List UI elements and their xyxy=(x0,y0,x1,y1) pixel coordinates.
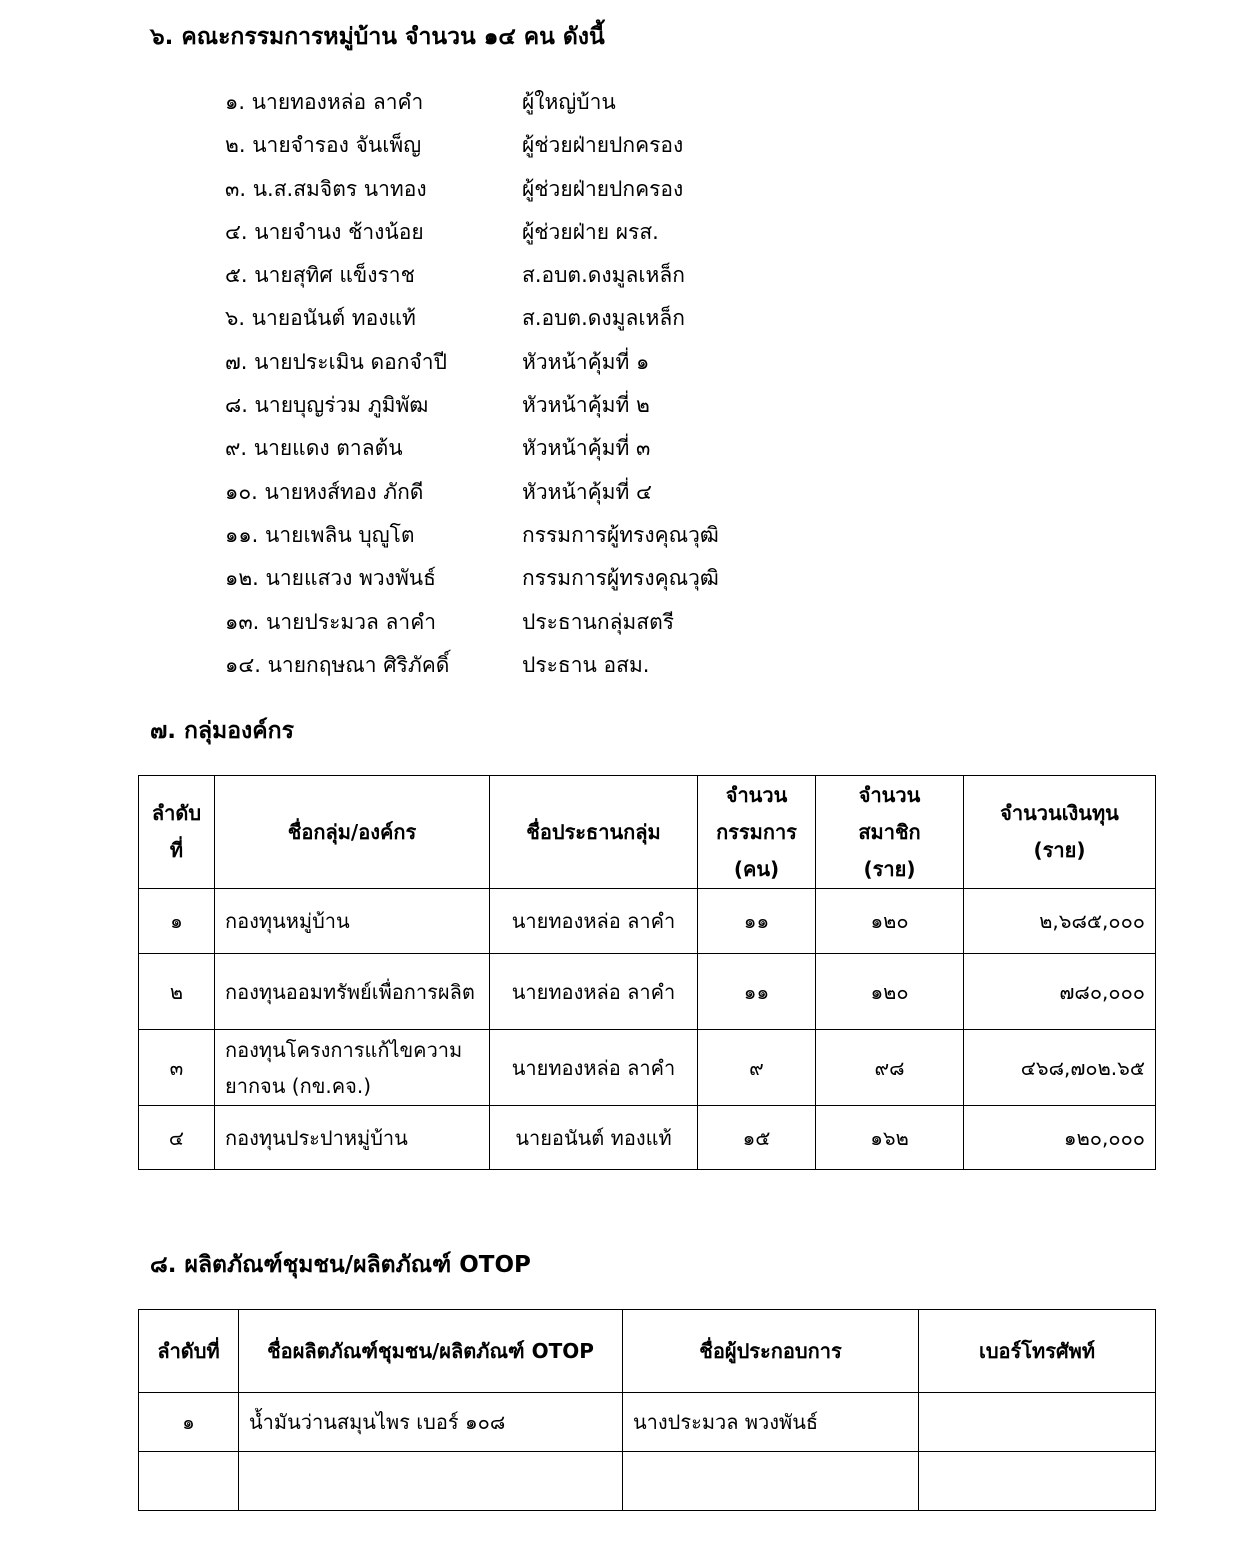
cell-committee: ๑๕ xyxy=(698,1106,816,1170)
cell-committee: ๑๑ xyxy=(698,954,816,1030)
cell-funds: ๗๘๐,๐๐๐ xyxy=(964,954,1156,1030)
member-name: ๓. น.ส.สมจิตร นาทอง xyxy=(225,176,427,201)
column-header-no xyxy=(139,776,215,889)
cell-funds: ๑๒๐,๐๐๐ xyxy=(964,1106,1156,1170)
member-role: ผู้ใหญ่บ้าน xyxy=(522,90,616,114)
cell-no: ๑ xyxy=(139,889,215,954)
column-header-operator: ชื่อผู้ประกอบการ xyxy=(623,1310,919,1393)
member-name: ๔. นายจำนง ช้างน้อย xyxy=(225,219,424,244)
member-role: ผู้ช่วยฝ่ายปกครอง xyxy=(522,176,684,201)
cell-group: กองทุนออมทรัพย์เพื่อการผลิต xyxy=(215,954,490,1030)
header-line: ลำดับ xyxy=(151,801,202,825)
cell-no: ๔ xyxy=(139,1106,215,1170)
table-row xyxy=(139,889,1156,954)
header-line: กรรมการ xyxy=(716,819,797,844)
cell-chair: นายอนันต์ ทองแท้ xyxy=(490,1106,698,1170)
header-line: (ราย) xyxy=(1033,838,1086,862)
cell-no xyxy=(139,1452,239,1511)
cell-chair: นายทองหล่อ ลาคำ xyxy=(490,954,698,1030)
cell-funds: ๔๖๘,๗๐๒.๖๕ xyxy=(964,1030,1156,1106)
column-header-chair: ชื่อประธานกลุ่ม xyxy=(490,776,698,889)
member-role: ผู้ช่วยฝ่าย ผรส. xyxy=(522,219,659,244)
cell-phone xyxy=(919,1452,1156,1511)
member-role: ประธาน อสม. xyxy=(522,652,650,677)
header-line: จำนวน xyxy=(858,782,921,807)
cell-group: กองทุนหมู่บ้าน xyxy=(215,889,490,954)
cell-funds: ๒,๖๘๕,๐๐๐ xyxy=(964,889,1156,954)
section-8-heading: ๘. ผลิตภัณฑ์ชุมชน/ผลิตภัณฑ์ OTOP xyxy=(150,1252,531,1278)
column-header-phone: เบอร์โทรศัพท์ xyxy=(919,1310,1156,1393)
member-name: ๑๑. นายเพลิน บุญูโต xyxy=(225,522,415,547)
cell-group: กองทุนประปาหมู่บ้าน xyxy=(215,1106,490,1170)
member-name: ๒. นายจำรอง จันเพ็ญ xyxy=(225,133,422,158)
section-6-heading: ๖. คณะกรรมการหมู่บ้าน จำนวน ๑๔ คน ดังนี้ xyxy=(150,24,605,50)
member-name: ๑๐. นายหงส์ทอง ภักดี xyxy=(225,479,424,504)
column-header-product: ชื่อผลิตภัณฑ์ชุมชน/ผลิตภัณฑ์ OTOP xyxy=(239,1310,623,1393)
member-name: ๑. นายทองหล่อ ลาคำ xyxy=(225,90,424,114)
cell-no: ๒ xyxy=(139,954,215,1030)
table-row xyxy=(139,1393,1156,1452)
header-line: จำนวนเงินทุน xyxy=(1000,801,1119,825)
member-role: ประธานกลุ่มสตรี xyxy=(522,609,675,634)
cell-committee: ๙ xyxy=(698,1030,816,1106)
cell-group: กองทุนโครงการแก้ไขความยากจน (กข.คจ.) xyxy=(215,1030,490,1106)
member-name: ๘. นายบุญร่วม ภูมิพัฒ xyxy=(225,393,429,418)
cell-members: ๙๘ xyxy=(816,1030,964,1106)
member-name: ๗. นายประเมิน ดอกจำปี xyxy=(225,349,447,374)
table-row xyxy=(139,1106,1156,1170)
header-line: ที่ xyxy=(169,838,184,862)
member-name: ๑๓. นายประมวล ลาคำ xyxy=(225,609,437,634)
cell-chair: นายทองหล่อ ลาคำ xyxy=(490,1030,698,1106)
member-role: ส.อบต.ดงมูลเหล็ก xyxy=(522,306,685,331)
member-name: ๙. นายแดง ตาลต้น xyxy=(225,436,403,461)
column-header-group: ชื่อกลุ่ม/องค์กร xyxy=(215,776,490,889)
table-row xyxy=(139,1030,1156,1106)
member-role: หัวหน้าคุ้มที่ ๔ xyxy=(522,479,652,504)
cell-no: ๑ xyxy=(139,1393,239,1452)
member-role: ผู้ช่วยฝ่ายปกครอง xyxy=(522,133,684,158)
table-row xyxy=(139,954,1156,1030)
column-header-funds xyxy=(964,776,1156,889)
organizations-table xyxy=(138,775,1156,1170)
otop-products-table xyxy=(138,1309,1156,1511)
header-line: (ราย) xyxy=(863,856,916,881)
section-7-heading: ๗. กลุ่มองค์กร xyxy=(150,718,294,744)
column-header-no: ลำดับที่ xyxy=(139,1310,239,1393)
member-name: ๕. นายสุทิศ แข็งราช xyxy=(225,263,415,288)
cell-members: ๑๒๐ xyxy=(816,889,964,954)
member-name: ๑๒. นายแสวง พวงพันธ์ xyxy=(225,566,436,591)
member-role: หัวหน้าคุ้มที่ ๑ xyxy=(522,349,650,374)
header-line: (คน) xyxy=(733,856,780,881)
header-line: จำนวน xyxy=(725,782,788,807)
cell-no: ๓ xyxy=(139,1030,215,1106)
member-role: หัวหน้าคุ้มที่ ๓ xyxy=(522,436,651,461)
column-header-members xyxy=(816,776,964,889)
cell-members: ๑๖๒ xyxy=(816,1106,964,1170)
cell-operator: นางประมวล พวงพันธ์ xyxy=(623,1393,919,1452)
cell-product: น้ำมันว่านสมุนไพร เบอร์ ๑๐๘ xyxy=(239,1393,623,1452)
member-role: ส.อบต.ดงมูลเหล็ก xyxy=(522,263,685,288)
cell-members: ๑๒๐ xyxy=(816,954,964,1030)
member-role: กรรมการผู้ทรงคุณวุฒิ xyxy=(522,522,719,547)
member-role: กรรมการผู้ทรงคุณวุฒิ xyxy=(522,566,719,591)
cell-operator xyxy=(623,1452,919,1511)
cell-phone xyxy=(919,1393,1156,1452)
cell-chair: นายทองหล่อ ลาคำ xyxy=(490,889,698,954)
member-role: หัวหน้าคุ้มที่ ๒ xyxy=(522,393,650,418)
header-line: สมาชิก xyxy=(858,819,921,844)
cell-committee: ๑๑ xyxy=(698,889,816,954)
table-header-row xyxy=(139,1310,1156,1393)
column-header-committee xyxy=(698,776,816,889)
table-header-row xyxy=(139,776,1156,889)
member-name: ๖. นายอนันต์ ทองแท้ xyxy=(225,306,416,331)
table-row xyxy=(139,1452,1156,1511)
member-name: ๑๔. นายกฤษณา ศิริภัคดิ์ xyxy=(225,652,450,677)
cell-product xyxy=(239,1452,623,1511)
